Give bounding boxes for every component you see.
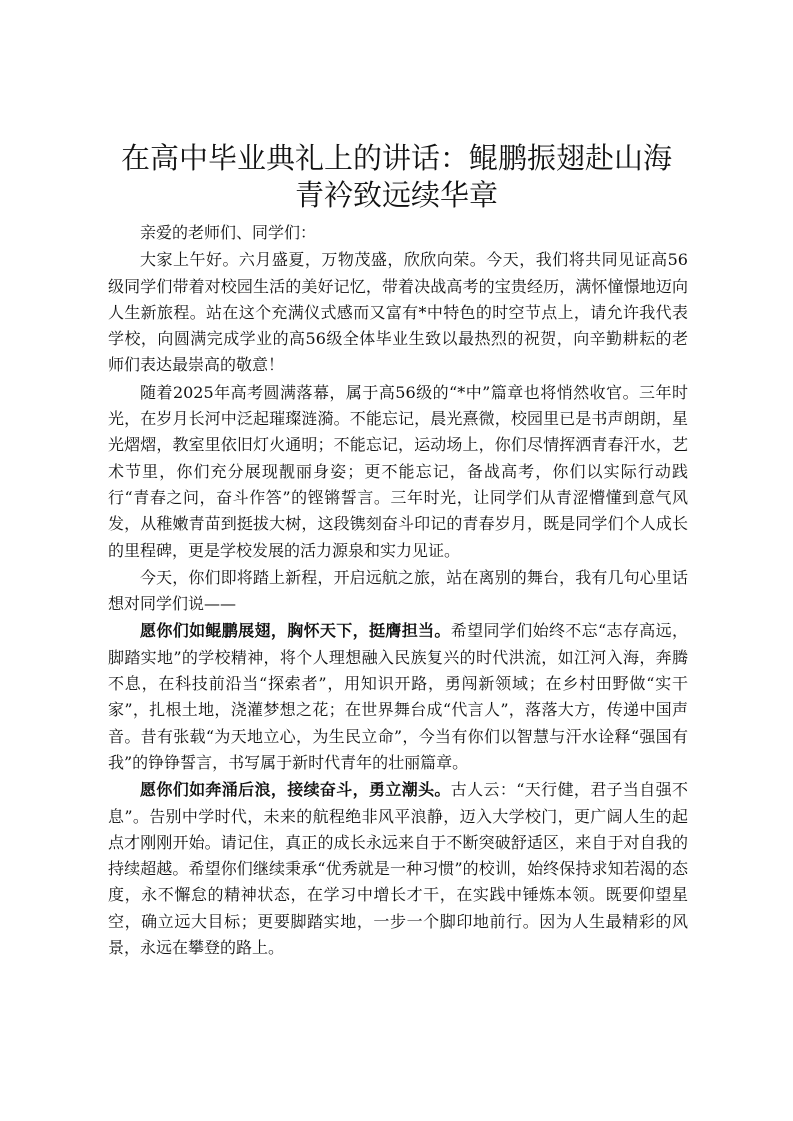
paragraph-text: 今天，你们即将踏上新程，开启远航之旅，站在离别的舞台，我有几句心里话想对同学们说—— bbox=[108, 567, 688, 614]
paragraph-lead-sentence: 愿你们如奔涌后浪，接续奋斗，勇立潮头。 bbox=[140, 780, 451, 800]
document-title-line-1: 在高中毕业典礼上的讲话：鲲鹏振翅赴山海 bbox=[120, 141, 672, 175]
paragraph bbox=[108, 777, 688, 961]
paragraph-text: 随着2025年高考圆满落幕，属于高56级的“*中”篇章也将悄然收官。三年时光，在岁月长河中泛起璀璨涟漪。不能忘记，晨光熹微，校园里已是书声朗朗，星光熠熠，教室里依旧灯火通明；不能忘记，运动场上，你们尽情挥洒青春汗水，艺术节里，你们充分展现靓丽身姿；更不能忘记，备战高考，你们以实际行动践行“青春之问，奋斗作答”的铿锵誓言。三年时光，让同学们从青涩懵懂到意气风发，从稚嫩青苗到挺拔大树，这段镌刻奋斗印记的青春岁月，既是同学们个人成长的里程碑，更是学校发展的活力源泉和实力见证。 bbox=[108, 382, 688, 560]
paragraph-lead-sentence: 愿你们如鲲鹏展翅，胸怀天下，挺膺担当。 bbox=[140, 621, 451, 641]
paragraph bbox=[108, 380, 688, 564]
paragraph-text: 大家上午好。六月盛夏，万物茂盛，欣欣向荣。今天，我们将共同见证高56级同学们带着对校园生活的美好记忆，带着决战高考的宝贵经历，满怀憧憬地迈向人生新旅程。站在这个充满仪式感而又富有*中特色的时空节点上，请允许我代表学校，向圆满完成学业的高56级全体毕业生致以最热烈的祝贺，向辛勤耕耘的老师们表达最崇高的敬意！ bbox=[108, 250, 688, 375]
document-body bbox=[108, 220, 688, 961]
document-title-line-2: 青衿致远续华章 bbox=[294, 178, 498, 212]
paragraph-text: 古人云：“天行健，君子当自强不息”。告别中学时代，未来的航程绝非风平浪静，迈入大学校门，更广阔人生的起点才刚刚开始。请记住，真正的成长永远来自于不断突破舒适区，来自于对自我的持续超越。希望你们继续秉承“优秀就是一种习惯”的校训，始终保持求知若渴的态度，永不懈怠的精神状态，在学习中增长才干，在实践中锤炼本领。既要仰望星空，确立远大目标；更要脚踏实地，一步一个脚印地前行。因为人生最精彩的风景，永远在攀登的路上。 bbox=[108, 780, 688, 958]
paragraph bbox=[108, 565, 688, 618]
paragraph-text: 希望同学们始终不忘“志存高远，脚踏实地”的学校精神，将个人理想融入民族复兴的时代洪流，如江河入海，奔腾不息，在科技前沿当“探索者”，用知识开路，勇闯新领域；在乡村田野做“实干家”，扎根土地，浇灌梦想之花；在世界舞台成“代言人”，落落大方，传递中国声音。昔有张载“为天地立心，为生民立命”，今当有你们以智慧与汗水诠释“强国有我”的铮铮誓言，书写属于新时代青年的壮丽篇章。 bbox=[108, 621, 688, 772]
salutation: 亲爱的老师们、同学们： bbox=[140, 223, 317, 242]
paragraph bbox=[108, 618, 688, 776]
paragraph bbox=[108, 247, 688, 378]
